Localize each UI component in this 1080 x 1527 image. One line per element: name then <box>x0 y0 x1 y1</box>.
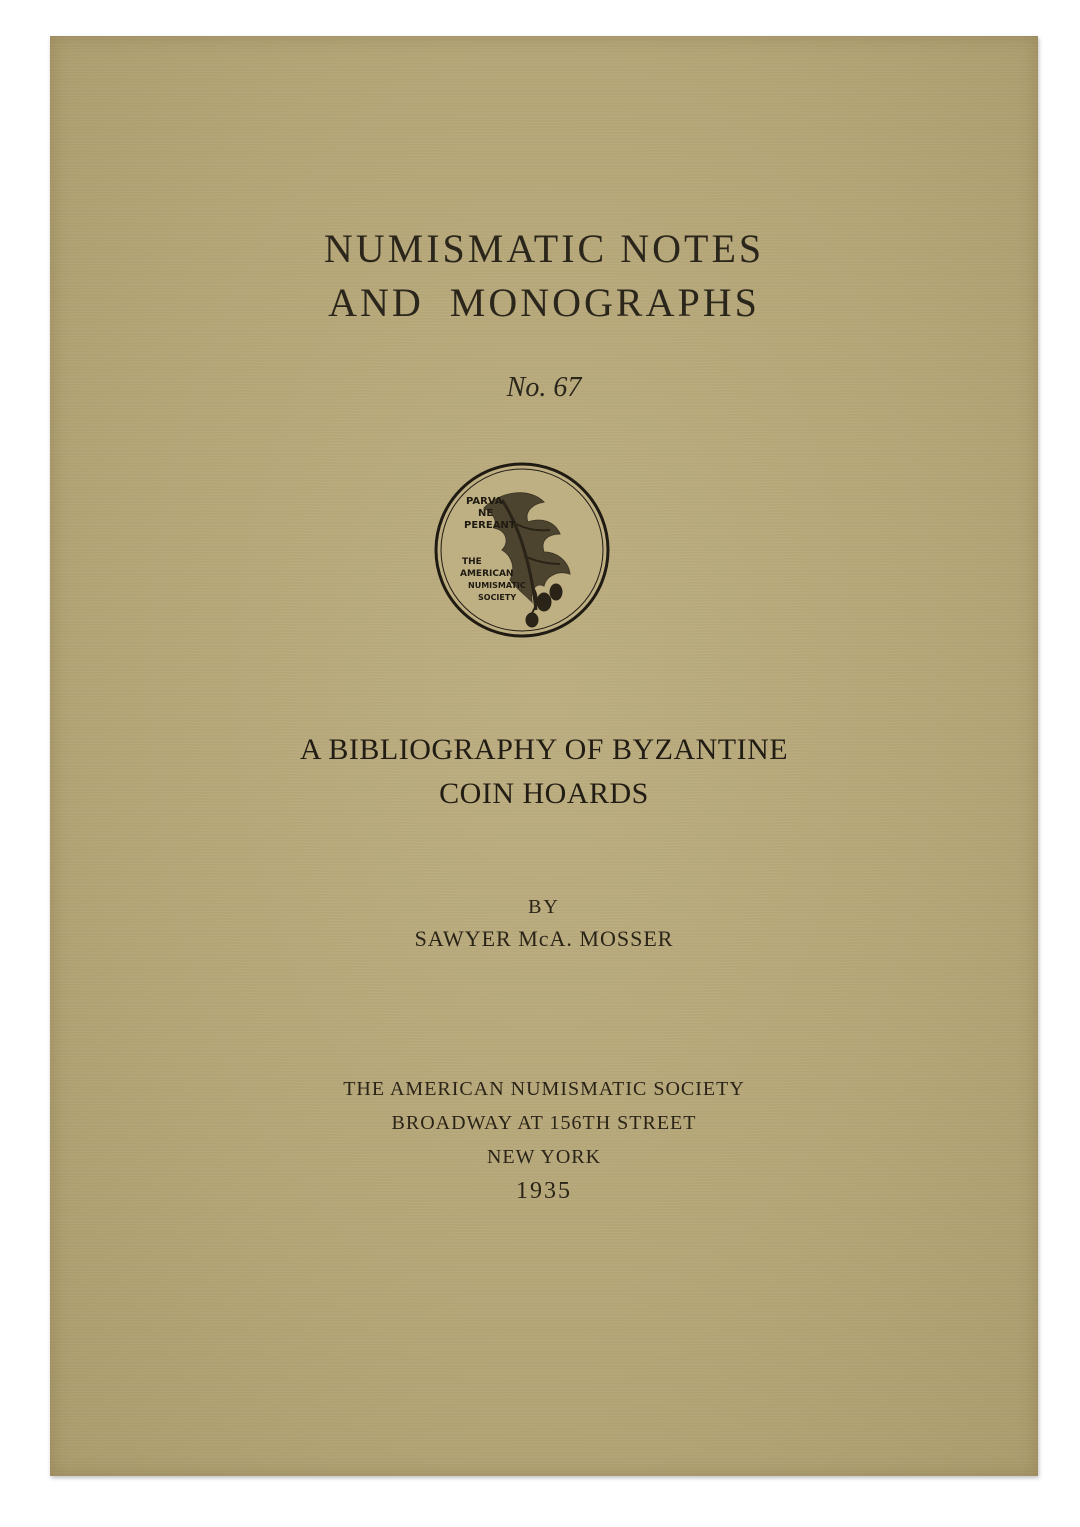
seal-motto-line-3: PEREANT <box>464 520 516 531</box>
seal-society-line-4: SOCIETY <box>478 593 517 602</box>
series-title-line-2: AND MONOGRAPHS <box>328 280 760 325</box>
book-cover <box>50 36 1038 1476</box>
society-seal-icon <box>432 460 612 640</box>
seal-motto-line-1: PARVA <box>466 496 503 507</box>
publication-year: 1935 <box>516 1178 572 1204</box>
seal-society-line-1: THE <box>462 557 482 567</box>
seal-society-line-2: AMERICAN <box>460 569 514 579</box>
issue-number: No. 67 <box>506 372 582 403</box>
seal-society-line-3: NUMISMATIC <box>468 581 526 590</box>
publisher-line-3: NEW YORK <box>486 1146 602 1168</box>
publisher-line-1: THE AMERICAN NUMISMATIC SOCIETY <box>343 1078 745 1100</box>
series-title-line-1: NUMISMATIC NOTES <box>323 226 765 271</box>
by-label: BY <box>528 896 560 918</box>
book-title-line-2: COIN HOARDS <box>439 777 649 810</box>
publisher-line-2: BROADWAY AT 156TH STREET <box>391 1112 697 1134</box>
seal-motto-line-2: NE <box>478 508 494 519</box>
author-name: SAWYER McA. MOSSER <box>414 926 674 951</box>
series-title <box>50 222 1038 330</box>
book-title-line-1: A BIBLIOGRAPHY OF BYZANTINE <box>299 733 789 766</box>
book-title <box>50 728 1038 816</box>
publisher-block <box>50 1072 1038 1208</box>
